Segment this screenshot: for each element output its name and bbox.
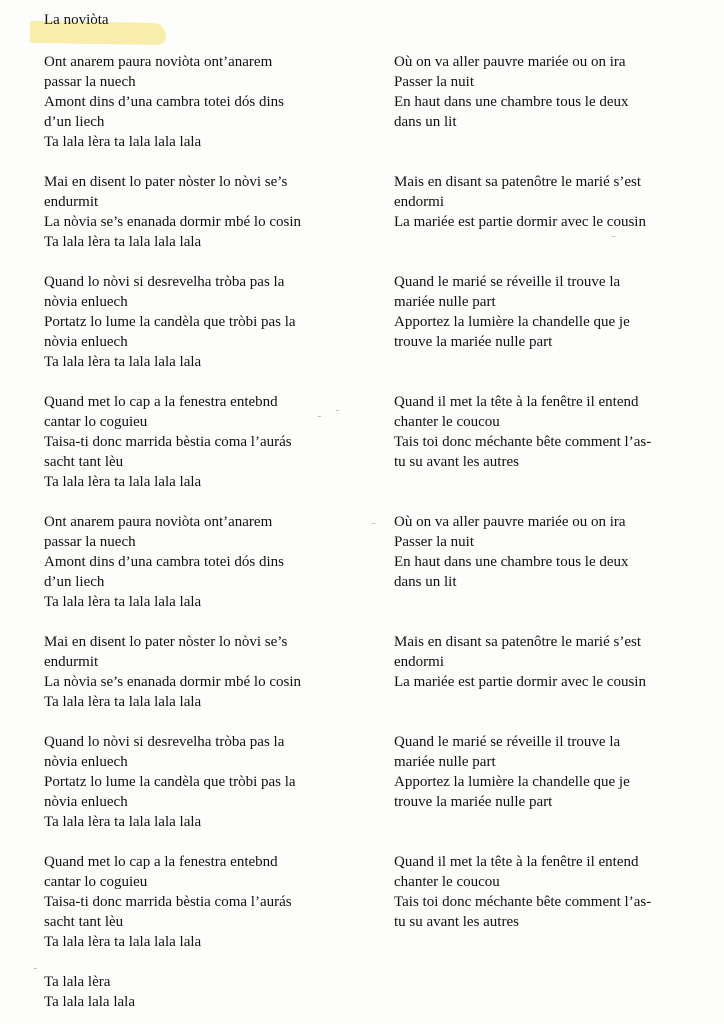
french-translation-line: chanter le coucou xyxy=(394,874,500,890)
french-translation-line: La mariée est partie dormir avec le cousin xyxy=(394,214,646,230)
occitan-lyric-line: endurmit xyxy=(44,194,99,210)
scan-speck xyxy=(372,523,375,524)
stanza-gap xyxy=(44,372,374,392)
french-translation-line: En haut dans une chambre tous le deux xyxy=(394,554,629,570)
french-translation-line: Tais toi donc méchante bête comment l’as- xyxy=(394,894,652,910)
french-translation-line: La mariée est partie dormir avec le cousin xyxy=(394,674,646,690)
occitan-lyric-line: nòvia enluech xyxy=(44,334,128,350)
french-translation-line: Quand il met la tête à la fenêtre il entend xyxy=(394,394,639,410)
stanza-gap xyxy=(394,692,714,712)
occitan-lyric-line: cantar lo coguieu xyxy=(44,874,148,890)
occitan-lyric-line: Ta lala lèra ta lala lala lala xyxy=(44,814,202,830)
occitan-lyric-line: Mai en disent lo pater nòster lo nòvi se’s xyxy=(44,174,288,190)
scan-speck xyxy=(612,236,615,237)
occitan-lyric-line: Quand lo nòvi si desrevelha tròba pas la xyxy=(44,274,285,290)
stanza-gap xyxy=(394,372,714,392)
stanza-gap xyxy=(44,492,374,512)
occitan-lyric-line: nòvia enluech xyxy=(44,754,128,770)
french-translation-line: Apportez la lumière la chandelle que je xyxy=(394,774,630,790)
french-translation-line: Où on va aller pauvre mariée ou on ira xyxy=(394,54,626,70)
occitan-lyric-line: Taisa-ti donc marrida bèstia coma l’aurás xyxy=(44,894,292,910)
occitan-lyrics-column xyxy=(44,52,374,1012)
occitan-lyric-line: passar la nuech xyxy=(44,74,136,90)
occitan-lyric-line: nòvia enluech xyxy=(44,794,128,810)
french-translation-line: Passer la nuit xyxy=(394,74,474,90)
occitan-lyric-line: Mai en disent lo pater nòster lo nòvi se’s xyxy=(44,634,288,650)
french-translation-line: Mais en disant sa patenôtre le marié s’est xyxy=(394,174,642,190)
scan-speck xyxy=(318,416,321,417)
occitan-lyric-line: Portatz lo lume la candèla que tròbi pas la xyxy=(44,774,296,790)
occitan-lyric-line: Ta lala lèra ta lala lala lala xyxy=(44,474,202,490)
stanza-gap xyxy=(394,712,714,732)
occitan-lyric-line: Quand met lo cap a la fenestra entebnd xyxy=(44,854,278,870)
occitan-lyric-line: cantar lo coguieu xyxy=(44,414,148,430)
french-translation-line: En haut dans une chambre tous le deux xyxy=(394,94,629,110)
occitan-lyric-line: Ta lala lèra ta lala lala lala xyxy=(44,694,202,710)
occitan-lyric-line: Ont anarem paura noviòta ont’anarem xyxy=(44,54,273,70)
french-translation-line: tu su avant les autres xyxy=(394,914,519,930)
stanza-gap xyxy=(394,812,714,832)
stanza-gap xyxy=(394,592,714,612)
french-translation-line: Quand le marié se réveille il trouve la xyxy=(394,274,621,290)
occitan-lyric-line: nòvia enluech xyxy=(44,294,128,310)
stanza-gap xyxy=(394,492,714,512)
occitan-lyric-line: Ta lala lèra xyxy=(44,974,111,990)
stanza-gap xyxy=(394,152,714,172)
occitan-lyric-line: Ta lala lala lala xyxy=(44,994,135,1010)
stanza-gap xyxy=(44,712,374,732)
french-translation-line: Mais en disant sa patenôtre le marié s’est xyxy=(394,634,642,650)
occitan-lyric-line: endurmit xyxy=(44,654,99,670)
stanza-gap xyxy=(394,252,714,272)
french-translation-line: trouve la mariée nulle part xyxy=(394,334,553,350)
occitan-lyric-line: d’un liech xyxy=(44,574,105,590)
occitan-lyric-line: La nòvia se’s enanada dormir mbé lo cosin xyxy=(44,674,302,690)
occitan-lyric-line: Ta lala lèra ta lala lala lala xyxy=(44,234,202,250)
occitan-lyric-line: Amont dins d’una cambra totei dós dins xyxy=(44,94,284,110)
french-translation-line: dans un lit xyxy=(394,574,457,590)
occitan-lyric-line: Taisa-ti donc marrida bèstia coma l’aurás xyxy=(44,434,292,450)
occitan-lyric-line: Ont anarem paura noviòta ont’anarem xyxy=(44,514,273,530)
occitan-lyric-line: Ta lala lèra ta lala lala lala xyxy=(44,934,202,950)
occitan-lyric-line: sacht tant lèu xyxy=(44,454,124,470)
occitan-lyric-line: Ta lala lèra ta lala lala lala xyxy=(44,134,202,150)
french-translation-line: mariée nulle part xyxy=(394,294,496,310)
stanza-gap xyxy=(394,612,714,632)
occitan-lyric-line: passar la nuech xyxy=(44,534,136,550)
stanza-gap xyxy=(44,952,374,972)
scan-speck xyxy=(336,410,339,411)
occitan-lyric-line: La nòvia se’s enanada dormir mbé lo cosin xyxy=(44,214,302,230)
stanza-gap xyxy=(394,472,714,492)
occitan-lyric-line: d’un liech xyxy=(44,114,105,130)
french-translation-line: Où on va aller pauvre mariée ou on ira xyxy=(394,514,626,530)
french-translation-column xyxy=(394,52,714,932)
french-translation-line: dans un lit xyxy=(394,114,457,130)
occitan-lyric-line: Quand met lo cap a la fenestra entebnd xyxy=(44,394,278,410)
occitan-lyric-line: Ta lala lèra ta lala lala lala xyxy=(44,354,202,370)
stanza-gap xyxy=(44,252,374,272)
scan-speck xyxy=(34,968,37,969)
occitan-lyric-line: Amont dins d’una cambra totei dós dins xyxy=(44,554,284,570)
french-translation-line: mariée nulle part xyxy=(394,754,496,770)
french-translation-line: Passer la nuit xyxy=(394,534,474,550)
stanza-gap xyxy=(44,832,374,852)
stanza-gap xyxy=(44,612,374,632)
occitan-lyric-line: sacht tant lèu xyxy=(44,914,124,930)
song-title: La noviòta xyxy=(44,12,109,28)
french-translation-line: trouve la mariée nulle part xyxy=(394,794,553,810)
occitan-lyric-line: Quand lo nòvi si desrevelha tròba pas la xyxy=(44,734,285,750)
stanza-gap xyxy=(394,232,714,252)
stanza-gap xyxy=(394,352,714,372)
french-translation-line: endormi xyxy=(394,194,444,210)
occitan-lyric-line: Portatz lo lume la candèla que tròbi pas la xyxy=(44,314,296,330)
french-translation-line: tu su avant les autres xyxy=(394,454,519,470)
french-translation-line: Quand il met la tête à la fenêtre il entend xyxy=(394,854,639,870)
stanza-gap xyxy=(394,832,714,852)
french-translation-line: Tais toi donc méchante bête comment l’as- xyxy=(394,434,652,450)
french-translation-line: Quand le marié se réveille il trouve la xyxy=(394,734,621,750)
french-translation-line: endormi xyxy=(394,654,444,670)
french-translation-line: chanter le coucou xyxy=(394,414,500,430)
stanza-gap xyxy=(394,132,714,152)
french-translation-line: Apportez la lumière la chandelle que je xyxy=(394,314,630,330)
occitan-lyric-line: Ta lala lèra ta lala lala lala xyxy=(44,594,202,610)
stanza-gap xyxy=(44,152,374,172)
